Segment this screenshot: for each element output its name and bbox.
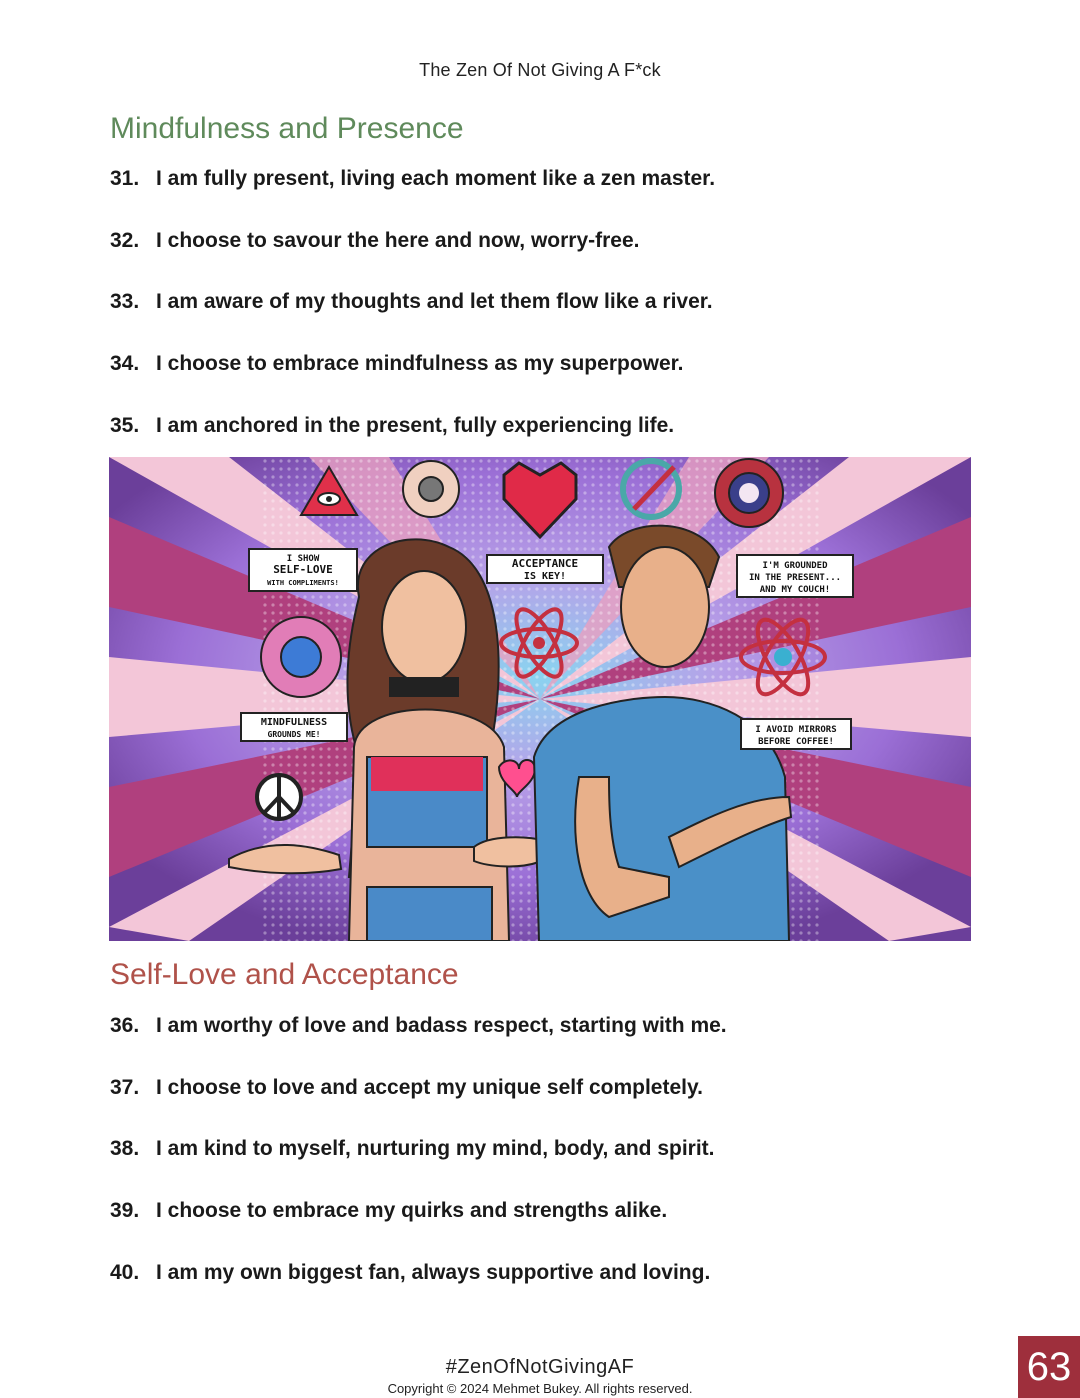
item-number: 33. [110,290,140,314]
item-text: I am my own biggest fan, always supportive and loving. [156,1260,711,1284]
item-number: 38. [110,1137,140,1161]
bubble-grounded [737,555,853,597]
item-number: 36. [110,1014,140,1037]
bubble-mindfulness-line-1: MINDFULNESS [260,717,328,728]
bubble-grounded-line-1: I'M GROUNDED [762,561,828,571]
section-title-mindfulness: Mindfulness and Presence [110,112,464,145]
item-text: I am fully present, living each moment like a zen master. [156,167,716,190]
bubble-acceptance-line-1: ACCEPTANCE [511,557,579,570]
item-text: I am aware of my thoughts and let them flow like a river. [156,290,713,314]
item-text: I choose to savour the here and now, worry-free. [156,228,640,252]
list-item [110,350,715,412]
peace-sign-icon [257,775,301,819]
item-text: I choose to embrace mindfulness as my superpower. [156,352,684,376]
item-number: 37. [110,1075,140,1099]
flower-mandala-icon [261,617,341,697]
item-text: I am worthy of love and badass respect, starting with me. [156,1014,727,1037]
item-text: I choose to embrace my quirks and strengths alike. [156,1199,668,1223]
list-item [110,1259,727,1321]
list-item [110,1012,727,1074]
bubble-acceptance [487,555,603,583]
footer-copyright: Copyright © 2024 Mehmet Bukey. All rights reserved. [387,1381,693,1396]
item-text: I am kind to myself, nurturing my mind, body, and spirit. [156,1137,715,1161]
bubble-self-love-line-2: SELF-LOVE [273,563,333,576]
lotus-emblem-icon [715,459,783,527]
list-item [110,227,715,289]
bubble-grounded-line-3: AND MY COUCH! [759,585,831,595]
item-number: 35. [110,413,140,437]
item-number: 32. [110,228,140,252]
item-text: I am anchored in the present, fully experiencing life. [156,413,675,437]
bubble-self-love-line-1: I SHOW [286,554,320,564]
list-item [110,1135,727,1197]
bubble-mindfulness-line-2: GROUNDS ME! [267,730,321,739]
affirmation-list-self-love [110,1012,727,1320]
affirmation-list-mindfulness [110,165,715,473]
item-number: 34. [110,352,140,376]
bubble-mindfulness [241,713,347,741]
bubble-mirrors [741,719,851,749]
list-item [110,1074,727,1136]
bubble-self-love-line-3: WITH COMPLIMENTS! [267,579,339,587]
bubble-self-love [249,549,357,591]
bubble-mirrors-line-2: BEFORE COFFEE! [758,737,834,747]
bubble-acceptance-line-2: IS KEY! [523,571,567,582]
mandala-icon [403,461,459,517]
list-item [110,288,715,350]
section-title-self-love: Self-Love and Acceptance [110,958,459,991]
footer-hashtag: #ZenOfNotGivingAF [445,1356,635,1378]
page-number-badge: 63 [1018,1336,1080,1398]
list-item [110,165,715,227]
item-number: 31. [110,167,140,190]
running-header: The Zen Of Not Giving A F*ck [419,60,661,80]
bubble-mirrors-line-1: I AVOID MIRRORS [755,725,837,735]
item-number: 39. [110,1199,140,1223]
list-item [110,1197,727,1259]
item-number: 40. [110,1260,140,1284]
bubble-grounded-line-2: IN THE PRESENT... [748,573,842,583]
item-text: I choose to love and accept my unique self completely. [156,1075,703,1099]
comic-illustration [109,457,971,941]
